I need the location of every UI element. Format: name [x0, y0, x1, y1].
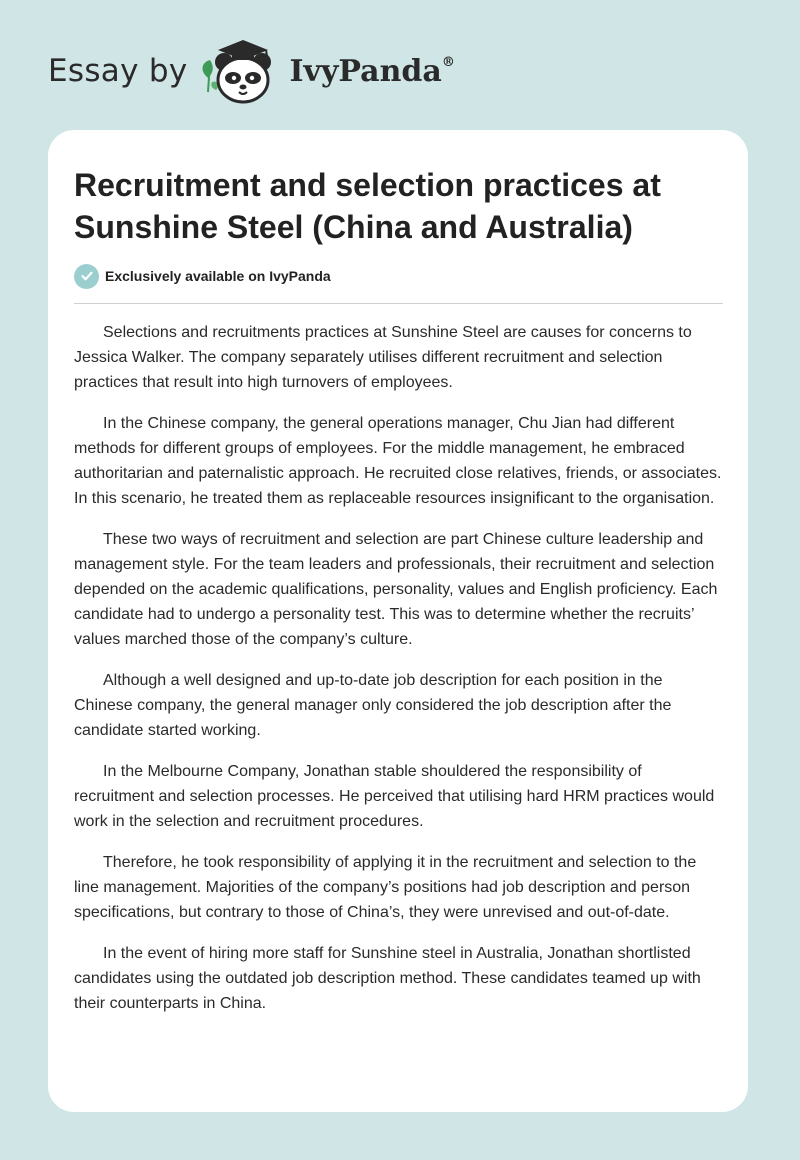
- panda-graduate-icon[interactable]: [198, 36, 288, 106]
- trademark-symbol: ®: [441, 54, 455, 70]
- paragraph: Although a well designed and up-to-date job description for each position in the Chinese company, the general manager only considered the job description after the candidate started working.: [74, 672, 672, 739]
- exclusive-label: Exclusively available on IvyPanda: [105, 268, 331, 284]
- divider: [74, 303, 723, 304]
- paragraph: Selections and recruitments practices at Sunshine Steel are causes for concerns to Jessica Walker. The company separately utilises different recruitment and selection practices that result into high turnovers of employees.: [74, 324, 692, 391]
- check-circle-icon: [74, 264, 99, 289]
- site-header: [48, 36, 455, 106]
- paragraph: Therefore, he took responsibility of applying it in the recruitment and selection to the line management. Majorities of the company’s positions had job description and person specifications, but contrary to those of China’s, they were unrevised and out-of-date.: [74, 854, 697, 921]
- essay-card: [48, 130, 748, 1112]
- essay-by-label: Essay by: [48, 53, 188, 89]
- page-title: Recruitment and selection practices at Sunshine Steel (China and Australia): [74, 167, 661, 245]
- exclusive-badge: [74, 263, 331, 289]
- paragraph: In the Melbourne Company, Jonathan stable shouldered the responsibility of recruitment and selection processes. He perceived that utilising hard HRM practices would work in the selection and recruitment procedures.: [74, 763, 715, 830]
- paragraph: In the Chinese company, the general operations manager, Chu Jian had different methods for different groups of employees. For the middle management, he embraced authoritarian and paternalistic approach. He recruited close relatives, friends, or associates. In this scenario, he treated them as replaceable resources insignificant to the organisation.: [74, 415, 722, 507]
- paragraph: These two ways of recruitment and selection are part Chinese culture leadership and management style. For the team leaders and professionals, their recruitment and selection depended on the academic qualifications, personality, values and English proficiency. Each candidate had to undergo a personality test. This was to determine whether the recruits’ values marched those of the company’s culture.: [74, 531, 718, 648]
- essay-body: [74, 320, 724, 1032]
- brand-name-text: IvyPanda: [289, 53, 442, 89]
- paragraph: In the event of hiring more staff for Sunshine steel in Australia, Jonathan shortlisted candidates using the outdated job description method. These candidates teamed up with their counterparts in China.: [74, 945, 701, 1012]
- brand-name[interactable]: [290, 54, 455, 89]
